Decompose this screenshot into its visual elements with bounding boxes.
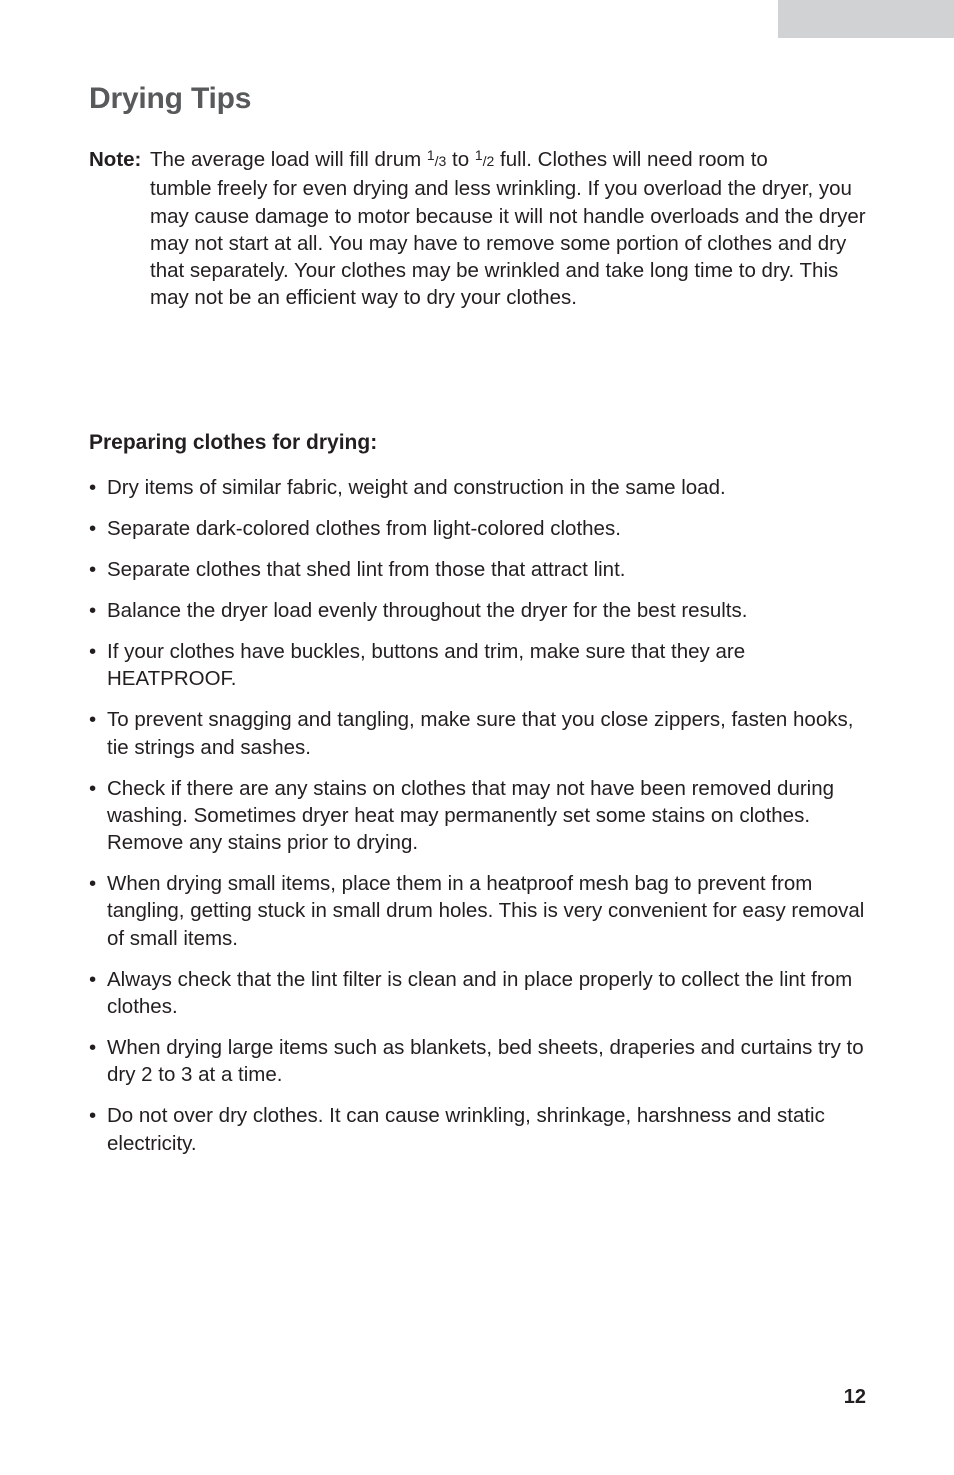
tip-text: Separate dark-colored clothes from light-colored clothes. [107,516,621,540]
tip-text: To prevent snagging and tangling, make sure that you close zippers, fasten hooks, tie strings and sashes. [107,708,854,759]
bullet: • [89,598,97,622]
note-label: Note: [89,148,142,171]
tip-text: Do not over dry clothes. It can cause wrinkling, shrinkage, harshness and static electricity. [107,1104,825,1155]
list-item [89,775,869,857]
bullet: • [89,476,97,499]
bullet: • [89,557,97,581]
fraction-1-numerator: 1 [426,147,435,163]
note-text-start: The average load will fill drum [150,148,427,171]
list-item [89,474,869,501]
list-item [89,556,869,583]
list-item [89,1102,869,1157]
tip-text: When drying large items such as blankets, bed sheets, draperies and curtains try to dry 2 to 3 at a time. [107,1035,864,1087]
note-first-line [89,146,869,175]
note-text-line1 [150,146,869,175]
bullet: • [89,776,97,800]
tip-text: Always check that the lint filter is clean and in place properly to collect the lint from clothes. [107,967,853,1018]
tip-text: Check if there are any stains on clothes that may not have been removed during washing. Sometimes dryer heat may permanently set some stains on clothes. Remove any stains prior to drying. [107,776,835,855]
list-item [89,870,869,952]
fraction-2-numerator: 1 [474,147,483,163]
note-continuation: tumble freely for even drying and less wrinkling. If you overload the dryer, you may cause damage to motor because it will not handle overloads and the dryer may not start at all. You may have to remove some portion of clothes and dry that separately. Your clothes may be wrinkled and take long time to dry. This may not be an efficient way to dry your clothes. [150,177,866,310]
bullet: • [89,516,97,540]
tip-text: Balance the dryer load evenly throughout the dryer for the best results. [107,598,748,622]
list-item [89,597,869,624]
bullet: • [89,1035,97,1059]
tip-text: Separate clothes that shed lint from those that attract lint. [107,557,626,581]
bullet: • [89,872,97,896]
fraction-1-denominator: /3 [434,153,447,169]
bullet: • [89,708,97,732]
tip-text: Dry items of similar fabric, weight and construction in the same load. [107,476,726,499]
bullet: • [89,967,97,991]
page-number: 12 [843,1386,866,1408]
list-item [89,706,869,761]
fraction-2-denominator: /2 [482,153,495,169]
note-block [89,146,869,312]
note-text-line1-rest: full. Clothes will need room to [494,148,768,171]
tips-list [89,474,869,1171]
list-item [89,638,869,693]
list-item [89,966,869,1021]
tip-text: If your clothes have buckles, buttons and trim, make sure that they are HEATPROOF. [107,639,746,691]
section-heading: Preparing clothes for drying: [89,431,378,454]
page-title: Drying Tips [89,82,252,115]
note-text-between: to [446,148,475,171]
tip-text: When drying small items, place them in a heatproof mesh bag to prevent from tangling, getting stuck in small drum holes. This is very convenient for easy removal of small items. [107,872,865,950]
bullet: • [89,1104,97,1128]
corner-tab [778,0,954,38]
bullet: • [89,639,97,663]
list-item [89,1034,869,1089]
list-item [89,515,869,542]
